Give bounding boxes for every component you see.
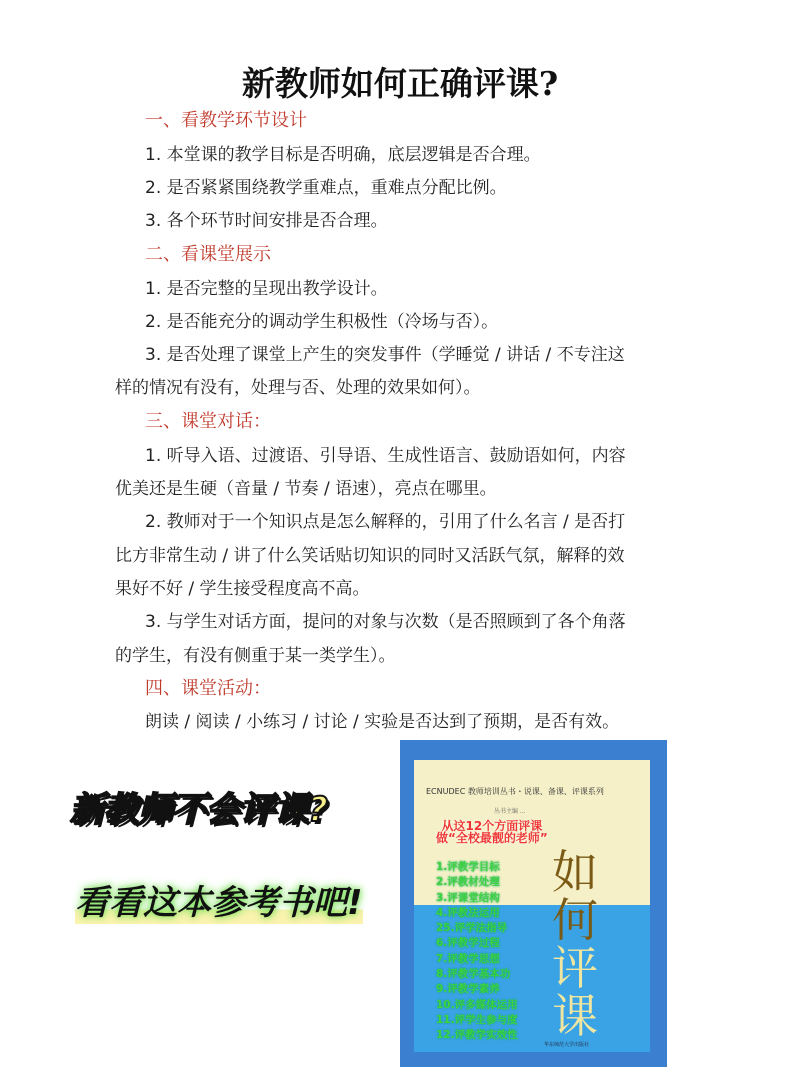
title-char: 评 bbox=[552, 941, 598, 995]
book-editor: 丛书主编 ... bbox=[494, 808, 526, 815]
book-items bbox=[436, 860, 518, 1044]
book-item: 9.评教学素养 bbox=[436, 983, 500, 996]
list-item: 优美还是生硬（音量 / 节奏 / 语速），亮点在哪里。 bbox=[115, 479, 497, 499]
section-heading: 三、课堂对话： bbox=[145, 411, 271, 432]
list-item: 比方非常生动 / 讲了什么笑话贴切知识的同时又活跃气氛，解释的效 bbox=[115, 546, 625, 566]
list-item: 朗读 / 阅读 / 小练习 / 讨论 / 实验是否达到了预期，是否有效。 bbox=[145, 712, 620, 732]
list-item: 的学生，有没有侧重于某一类学生）。 bbox=[115, 646, 396, 666]
book-item: 11.评学生参与度 bbox=[436, 1013, 518, 1026]
book-item: 2.评教材处理 bbox=[436, 876, 500, 889]
book-item: 7.评教学思想 bbox=[436, 952, 500, 965]
title-char: 何 bbox=[552, 893, 598, 947]
book-item: 1.评教学目标 bbox=[436, 861, 500, 873]
section-heading: 二、看课堂展示 bbox=[145, 244, 271, 265]
section-heading: 一、看教学环节设计 bbox=[145, 110, 307, 131]
section-heading: 四、课堂活动： bbox=[145, 678, 271, 699]
book-series: ECNUDEC 教师培训丛书・说课、备课、评课系列 bbox=[426, 787, 604, 796]
list-item: 2. 是否紧紧围绕教学重难点，重难点分配比例。 bbox=[145, 178, 507, 198]
book-item: 6.评教学过程 bbox=[436, 937, 500, 950]
list-item: 1. 是否完整的呈现出教学设计。 bbox=[145, 279, 388, 299]
list-item: 2. 是否能充分的调动学生积极性（冷场与否）。 bbox=[145, 312, 499, 332]
list-item: 3. 是否处理了课堂上产生的突发事件（学睡觉 / 讲话 / 不专注这 bbox=[145, 345, 625, 365]
slogan-line: 从这12个方面评课 bbox=[441, 819, 543, 833]
list-item: 2. 教师对于一个知识点是怎么解释的，引用了什么名言 / 是否打 bbox=[145, 512, 626, 532]
list-item: 3. 与学生对话方面，提问的对象与次数（是否照顾到了各个角落 bbox=[145, 612, 626, 632]
book-item: 12.评教学实效性 bbox=[436, 1029, 518, 1042]
list-item: 3. 各个环节时间安排是否合理。 bbox=[145, 211, 388, 231]
book-item: 8.评教学基本功 bbox=[436, 968, 511, 981]
promo-headline: 新教师不会评课? bbox=[70, 790, 328, 830]
book-cover bbox=[414, 760, 650, 1052]
book-item: 3.评课堂结构 bbox=[436, 891, 500, 904]
list-item: 1. 本堂课的教学目标是否明确，底层逻辑是否合理。 bbox=[145, 145, 541, 165]
slogan-line: 做“全校最靓的老师” bbox=[436, 831, 548, 845]
book-photo bbox=[400, 740, 667, 1067]
title-char: 如 bbox=[552, 845, 598, 899]
list-item: 果好不好 / 学生接受程度高不高。 bbox=[115, 579, 370, 599]
book-item: 25.评学法指导 bbox=[436, 922, 508, 935]
list-item: 1. 听导入语、过渡语、引导语、生成性语言、鼓励语如何，内容 bbox=[145, 446, 626, 466]
title-char: 课 bbox=[552, 989, 598, 1043]
book-slogan bbox=[436, 820, 548, 844]
page-title: 新教师如何正确评课? bbox=[241, 64, 559, 103]
book-title bbox=[552, 845, 608, 1043]
promo-subline: 看看这本参考书吧! bbox=[75, 875, 363, 924]
book-item: 10.评多媒体运用 bbox=[436, 998, 518, 1011]
book-publisher: 华东师范大学出版社 bbox=[544, 1042, 590, 1048]
book-item: 4.评教法运用 bbox=[436, 906, 500, 919]
list-item: 样的情况有没有，处理与否、处理的效果如何）。 bbox=[115, 378, 481, 398]
